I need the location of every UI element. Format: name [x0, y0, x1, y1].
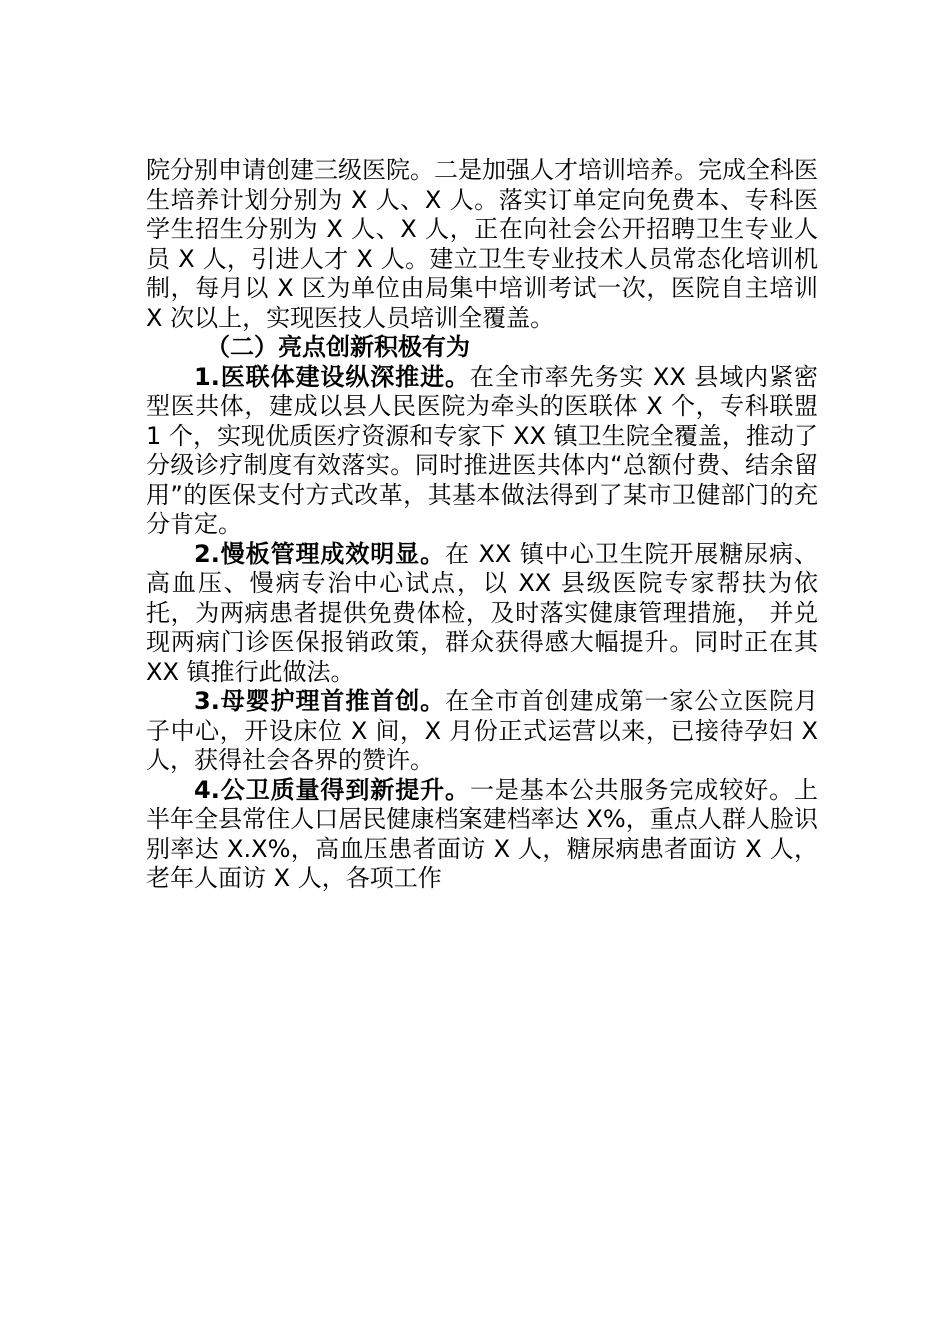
section-heading: （二）亮点创新积极有为 — [206, 333, 470, 361]
item-title: 3.母婴护理首推首创。 — [194, 687, 446, 715]
item-chronic-disease — [146, 540, 818, 688]
item-medical-alliance — [146, 363, 818, 540]
item-body: 一是基本公共服务完成较好。上半年全县常住人口居民健康档案建档率达 X%，重点人群人脸识别率达 X.X%，高血压患者面访 X 人，糖尿病患者面访 X 人，老年人面访 X 人，各项工作 — [146, 775, 818, 892]
item-body: 在 XX 镇中心卫生院开展糖尿病、高血压、慢病专治中心试点，以 XX 县级医院专家帮扶为依托，为两病患者提供免费体检，及时落实健康管理措施， 并兑现两病门诊医保报销政策，群众获得感大幅提升。同时正在其 XX 镇推行此做法。 — [146, 539, 818, 686]
item-body: 在全市首创建成第一家公立医院月子中心，开设床位 X 间，X 月份正式运营以来，已接待孕妇 X 人，获得社会各界的赞许。 — [146, 687, 818, 774]
paragraph-talent-training: 院分别申请创建三级医院。二是加强人才培训培养。完成全科医生培养计划分别为 X 人、X 人。落实订单定向免费本、专科医学生招生分别为 X 人、X 人，正在向社会公开招聘卫生专业人员 X 人，引进人才 X 人。建立卫生专业技术人员常态化培训机制，每月以 X 区为单位由局集中培训考试一次，医院自主培训 X 次以上，实现医技人员培训全覆盖。 — [146, 156, 818, 332]
document-page — [146, 156, 818, 894]
item-title: 2.慢板管理成效明显。 — [194, 539, 445, 568]
item-title: 4.公卫质量得到新提升。 — [194, 775, 470, 804]
item-title: 1.医联体建设纵深推进。 — [194, 362, 470, 391]
item-public-health — [146, 776, 818, 894]
item-maternal-care — [146, 687, 818, 776]
item-body: 在全市率先务实 XX 县域内紧密型医共体，建成以县人民医院为牵头的医联体 X 个，专科联盟 1 个，实现优质医疗资源和专家下 XX 镇卫生院全覆盖，推动了分级诊疗制度有效落实。同时推进医共体内“总额付费、结余留用”的医保支付方式改革，其基本做法得到了某市卫健部门的充分肯定。 — [146, 362, 818, 538]
